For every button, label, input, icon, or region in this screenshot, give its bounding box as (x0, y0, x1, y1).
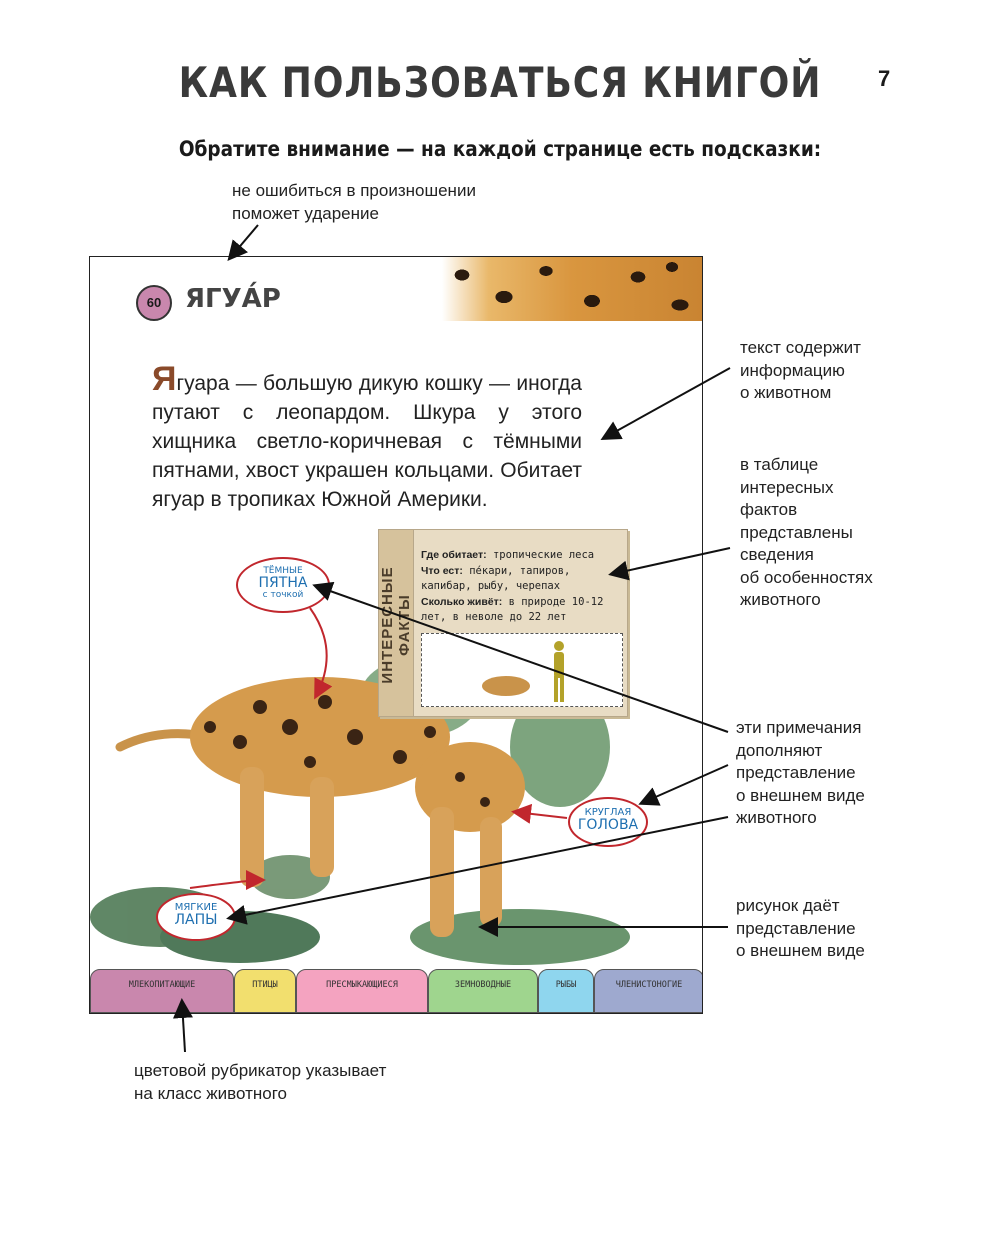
fact-food: Что ест: пе́кари, тапиров, капибар, рыбу, черепах (421, 564, 571, 592)
page-number-badge: 60 (136, 285, 172, 321)
arrow-table (612, 548, 730, 574)
arrow-text (604, 368, 730, 438)
tab-mammals[interactable]: МЛЕКОПИТАЮЩИЕ (90, 969, 234, 1013)
page-title: КАК ПОЛЬЗОВАТЬСЯ КНИГОЙ (178, 58, 822, 107)
red-arrow-spots (310, 608, 327, 696)
tab-reptiles[interactable]: ПРЕСМЫКАЮЩИЕСЯ (296, 969, 428, 1013)
arrow-remarks-spots (316, 586, 728, 732)
arrow-remarks-paws (230, 817, 728, 918)
note-remarks: эти примечания дополняют представление о внешнем виде животного (736, 718, 865, 827)
arrow-stress (230, 225, 258, 258)
callout-paws: МЯГКИЕ ЛАПЫ (156, 893, 236, 941)
note-stress: не ошибиться в произношении поможет ударение (232, 181, 476, 223)
note-picture: рисунок даёт представление о внешнем виде (736, 896, 865, 960)
tab-amphibians[interactable]: ЗЕМНОВОДНЫЕ (428, 969, 538, 1013)
subtitle: Обратите внимание — на каждой странице есть подсказки: (178, 137, 822, 161)
fact-lifespan: Сколько живёт: в природе 10-12 лет, в неволе до 22 лет (421, 595, 604, 623)
red-arrow-head (515, 812, 567, 818)
note-table: в таблице интересных фактов представлены сведения об особенностях животного (740, 455, 873, 609)
callout-spots: ТЁМНЫЕ ПЯТНА с точкой (236, 557, 330, 613)
red-arrow-paws (190, 880, 262, 888)
description-text: гуара — большую дикую кошку — иногда путают с леопардом. Шкура у этого хищника светло-коричневая с тёмными пятнами, хвост украшен кольцами. Обитает ягуар в тропиках Южной Америки. (152, 372, 582, 511)
tab-birds[interactable]: ПТИЦЫ (234, 969, 296, 1013)
page-number: 7 (878, 66, 891, 91)
tab-arthropods[interactable]: ЧЛЕНИСТОНОГИЕ (594, 969, 703, 1013)
note-text: текст содержит информацию о животном (740, 338, 861, 402)
note-rubricator: цветовой рубрикатор указывает на класс животного (134, 1061, 387, 1103)
drop-cap: Я (152, 360, 177, 398)
animal-name: ЯГУА́Р (185, 284, 281, 314)
facts-card-title: ИНТЕРЕСНЫЕ ФАКТЫ (379, 566, 413, 684)
arrow-rubricator (182, 1002, 185, 1052)
callout-head: КРУГЛАЯ ГОЛОВА (568, 797, 648, 847)
arrow-remarks-head (642, 765, 728, 803)
fact-habitat: Где обитает: тропические леса (421, 549, 595, 561)
tab-fish[interactable]: РЫБЫ (538, 969, 594, 1013)
